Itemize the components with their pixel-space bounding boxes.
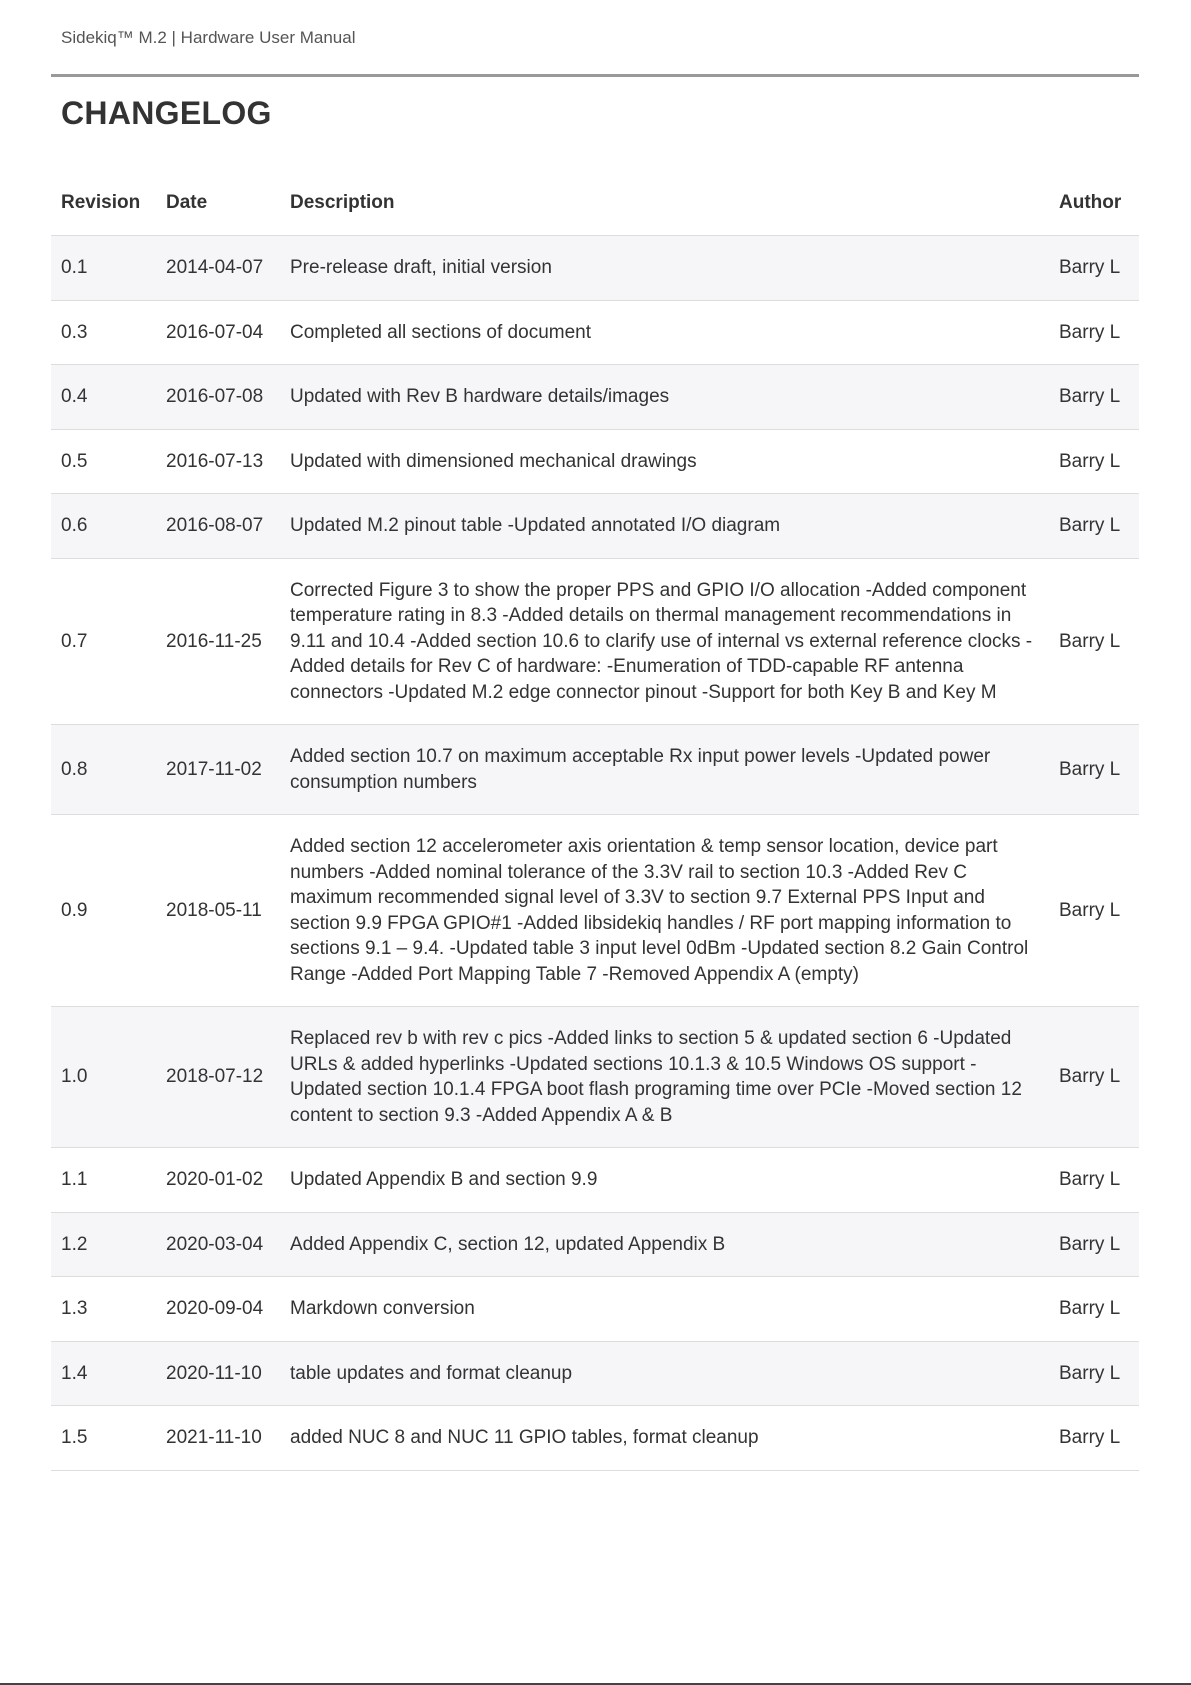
cell-revision: 0.9 (51, 815, 156, 1007)
cell-description: table updates and format cleanup (280, 1341, 1049, 1406)
cell-author: Barry L (1049, 365, 1139, 430)
cell-description: Replaced rev b with rev c pics -Added links to section 5 & updated section 6 -Updated URLs & added hyperlinks -Updated sections 10.1.3 & 10.5 Windows OS support -Updated section 10.1.4 FPGA boot flash programing time over PCIe -Moved section 12 content to section 9.3 -Added Appendix A & B (280, 1007, 1049, 1148)
cell-date: 2020-01-02 (156, 1148, 280, 1213)
cell-description: Added section 10.7 on maximum acceptable Rx input power levels -Updated power consumption numbers (280, 725, 1049, 815)
cell-description: Updated with dimensioned mechanical drawings (280, 429, 1049, 494)
cell-date: 2016-07-04 (156, 300, 280, 365)
cell-author: Barry L (1049, 494, 1139, 559)
cell-description: added NUC 8 and NUC 11 GPIO tables, format cleanup (280, 1406, 1049, 1471)
cell-revision: 0.7 (51, 558, 156, 725)
table-row (51, 1007, 1139, 1148)
cell-date: 2016-08-07 (156, 494, 280, 559)
cell-author: Barry L (1049, 725, 1139, 815)
cell-date: 2018-07-12 (156, 1007, 280, 1148)
table-row (51, 558, 1139, 725)
cell-author: Barry L (1049, 1007, 1139, 1148)
cell-author: Barry L (1049, 815, 1139, 1007)
cell-date: 2016-07-08 (156, 365, 280, 430)
table-row (51, 1212, 1139, 1277)
cell-revision: 0.6 (51, 494, 156, 559)
cell-description: Updated Appendix B and section 9.9 (280, 1148, 1049, 1213)
table-row (51, 236, 1139, 301)
column-header-date: Date (156, 170, 280, 236)
table-row (51, 1406, 1139, 1471)
cell-description: Added Appendix C, section 12, updated Appendix B (280, 1212, 1049, 1277)
cell-author: Barry L (1049, 1212, 1139, 1277)
page-header (51, 0, 1139, 77)
cell-revision: 0.8 (51, 725, 156, 815)
cell-revision: 1.0 (51, 1007, 156, 1148)
cell-author: Barry L (1049, 558, 1139, 725)
table-row (51, 1277, 1139, 1342)
cell-date: 2017-11-02 (156, 725, 280, 815)
column-header-description: Description (280, 170, 1049, 236)
cell-author: Barry L (1049, 429, 1139, 494)
header-row (51, 170, 1139, 236)
changelog-table (51, 170, 1139, 1471)
cell-description: Corrected Figure 3 to show the proper PPS and GPIO I/O allocation -Added component temperature rating in 8.3 -Added details on thermal management recommendations in 9.11 and 10.4 -Added section 10.6 to clarify use of internal vs external reference clocks -Added details for Rev C of hardware: -Enumeration of TDD-capable RF antenna connectors -Updated M.2 edge connector pinout -Support for both Key B and Key M (280, 558, 1049, 725)
cell-description: Added section 12 accelerometer axis orientation & temp sensor location, device part numbers -Added nominal tolerance of the 3.3V rail to section 10.3 -Added Rev C maximum recommended signal level of 3.3V to section 9.7 External PPS Input and section 9.9 FPGA GPIO#1 -Added libsidekiq handles / RF port mapping information to sections 9.1 – 9.4. -Updated table 3 input level 0dBm -Updated section 8.2 Gain Control Range -Added Port Mapping Table 7 -Removed Appendix A (empty) (280, 815, 1049, 1007)
table-row (51, 300, 1139, 365)
table-row (51, 429, 1139, 494)
cell-revision: 0.3 (51, 300, 156, 365)
cell-description: Completed all sections of document (280, 300, 1049, 365)
cell-revision: 0.1 (51, 236, 156, 301)
cell-revision: 0.5 (51, 429, 156, 494)
table-header (51, 170, 1139, 236)
document-title: Sidekiq™ M.2 | Hardware User Manual (61, 28, 356, 47)
cell-author: Barry L (1049, 236, 1139, 301)
table-body (51, 236, 1139, 1471)
cell-date: 2020-09-04 (156, 1277, 280, 1342)
table-row (51, 1341, 1139, 1406)
cell-date: 2014-04-07 (156, 236, 280, 301)
table-row (51, 494, 1139, 559)
page-title: CHANGELOG (61, 95, 272, 131)
table-row (51, 725, 1139, 815)
cell-date: 2016-11-25 (156, 558, 280, 725)
cell-revision: 1.2 (51, 1212, 156, 1277)
column-header-author: Author (1049, 170, 1139, 236)
cell-revision: 1.4 (51, 1341, 156, 1406)
cell-description: Updated M.2 pinout table -Updated annotated I/O diagram (280, 494, 1049, 559)
cell-revision: 1.5 (51, 1406, 156, 1471)
table-row (51, 365, 1139, 430)
cell-description: Updated with Rev B hardware details/images (280, 365, 1049, 430)
cell-author: Barry L (1049, 1341, 1139, 1406)
cell-date: 2016-07-13 (156, 429, 280, 494)
cell-description: Markdown conversion (280, 1277, 1049, 1342)
cell-date: 2021-11-10 (156, 1406, 280, 1471)
cell-date: 2018-05-11 (156, 815, 280, 1007)
cell-revision: 0.4 (51, 365, 156, 430)
cell-date: 2020-11-10 (156, 1341, 280, 1406)
cell-author: Barry L (1049, 1277, 1139, 1342)
table-row (51, 815, 1139, 1007)
cell-author: Barry L (1049, 1148, 1139, 1213)
cell-revision: 1.3 (51, 1277, 156, 1342)
column-header-revision: Revision (51, 170, 156, 236)
cell-author: Barry L (1049, 1406, 1139, 1471)
cell-date: 2020-03-04 (156, 1212, 280, 1277)
cell-revision: 1.1 (51, 1148, 156, 1213)
cell-description: Pre-release draft, initial version (280, 236, 1049, 301)
changelog-table-container (51, 170, 1139, 1471)
table-row (51, 1148, 1139, 1213)
cell-author: Barry L (1049, 300, 1139, 365)
